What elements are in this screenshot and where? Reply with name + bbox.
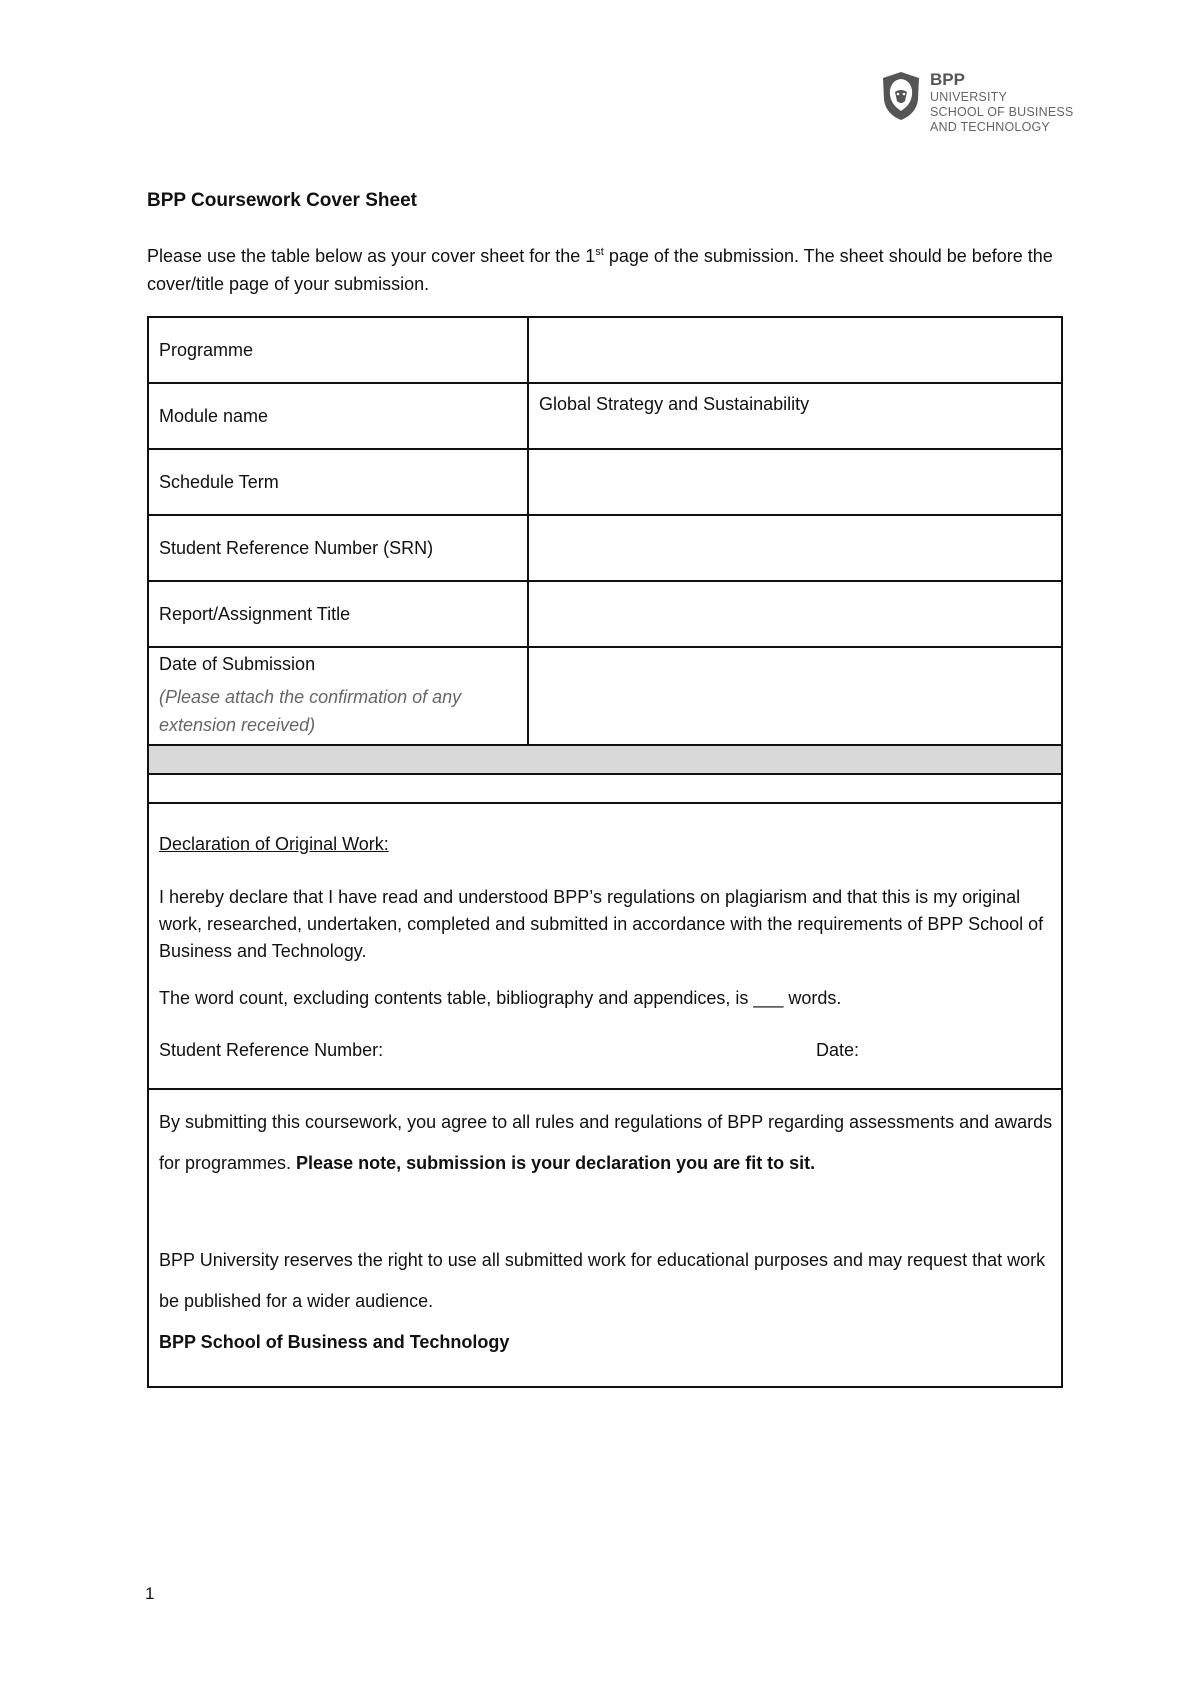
row-gray-separator xyxy=(148,745,1062,774)
logo-line-university: UNIVERSITY xyxy=(930,90,1008,104)
declaration-srn-label: Student Reference Number: xyxy=(159,1040,384,1060)
intro-before: Please use the table below as your cover sheet for the 1 xyxy=(147,246,596,266)
submission-text xyxy=(159,1102,1059,1184)
assignment-title-field[interactable] xyxy=(528,581,1062,647)
logo-line-technology: AND TECHNOLOGY xyxy=(930,120,1050,134)
gray-separator xyxy=(148,745,1062,774)
row-title xyxy=(148,581,1062,647)
logo-brand: BPP xyxy=(930,70,965,89)
declaration-text: I hereby declare that I have read and understood BPP’s regulations on plagiarism and that this is my original work, researched, undertaken, completed and submitted in accordance with the requirements of BPP School of Business and Technology. xyxy=(159,887,1044,961)
row-term xyxy=(148,449,1062,515)
programme-field[interactable] xyxy=(528,317,1062,383)
page-number: 1 xyxy=(145,1584,155,1603)
declaration-box xyxy=(147,802,1063,1090)
programme-label: Programme xyxy=(148,317,528,383)
date-field[interactable] xyxy=(528,647,1062,745)
word-count-statement: The word count, excluding contents table, bibliography and appendices, is ___ words. xyxy=(159,988,842,1008)
row-blank xyxy=(148,774,1062,803)
fit-to-sit-note: Please note, submission is your declaration you are fit to sit. xyxy=(296,1153,816,1173)
term-field[interactable] xyxy=(528,449,1062,515)
extension-note: (Please attach the confirmation of any extension received) xyxy=(159,687,462,735)
submission-box xyxy=(147,1088,1063,1388)
term-label: Schedule Term xyxy=(148,449,528,515)
row-module xyxy=(148,383,1062,449)
logo-line-school: SCHOOL OF BUSINESS xyxy=(930,105,1074,119)
date-label: Date of Submission xyxy=(159,654,316,674)
row-programme xyxy=(148,317,1062,383)
declaration-date-label: Date: xyxy=(816,1040,860,1060)
intro-after: page of the submission. The sheet should be before the cover/title page of your submission. xyxy=(147,246,1053,294)
module-field[interactable]: Global Strategy and Sustainability xyxy=(528,383,1062,449)
rights-text: BPP University reserves the right to use all submitted work for educational purposes and may request that work be published for a wider audience. xyxy=(159,1250,1046,1311)
page-title: BPP Coursework Cover Sheet xyxy=(147,190,417,211)
srn-field[interactable] xyxy=(528,515,1062,581)
cover-sheet-table xyxy=(147,316,1063,804)
date-cell xyxy=(148,647,528,745)
intro-text xyxy=(147,242,1067,298)
row-date xyxy=(148,647,1062,745)
declaration-heading: Declaration of Original Work: xyxy=(159,834,389,854)
intro-sup: st xyxy=(595,246,604,258)
school-name: BPP School of Business and Technology xyxy=(159,1332,510,1352)
module-label: Module name xyxy=(148,383,528,449)
submission-regulations: By submitting this coursework, you agree to all rules and regulations of BPP regarding assessments and awards for programmes. xyxy=(159,1112,1053,1173)
assignment-title-label: Report/Assignment Title xyxy=(148,581,528,647)
row-srn xyxy=(148,515,1062,581)
lion-shield-icon xyxy=(880,70,922,122)
blank-row xyxy=(148,774,1062,803)
bpp-logo xyxy=(880,70,1073,135)
srn-label: Student Reference Number (SRN) xyxy=(148,515,528,581)
